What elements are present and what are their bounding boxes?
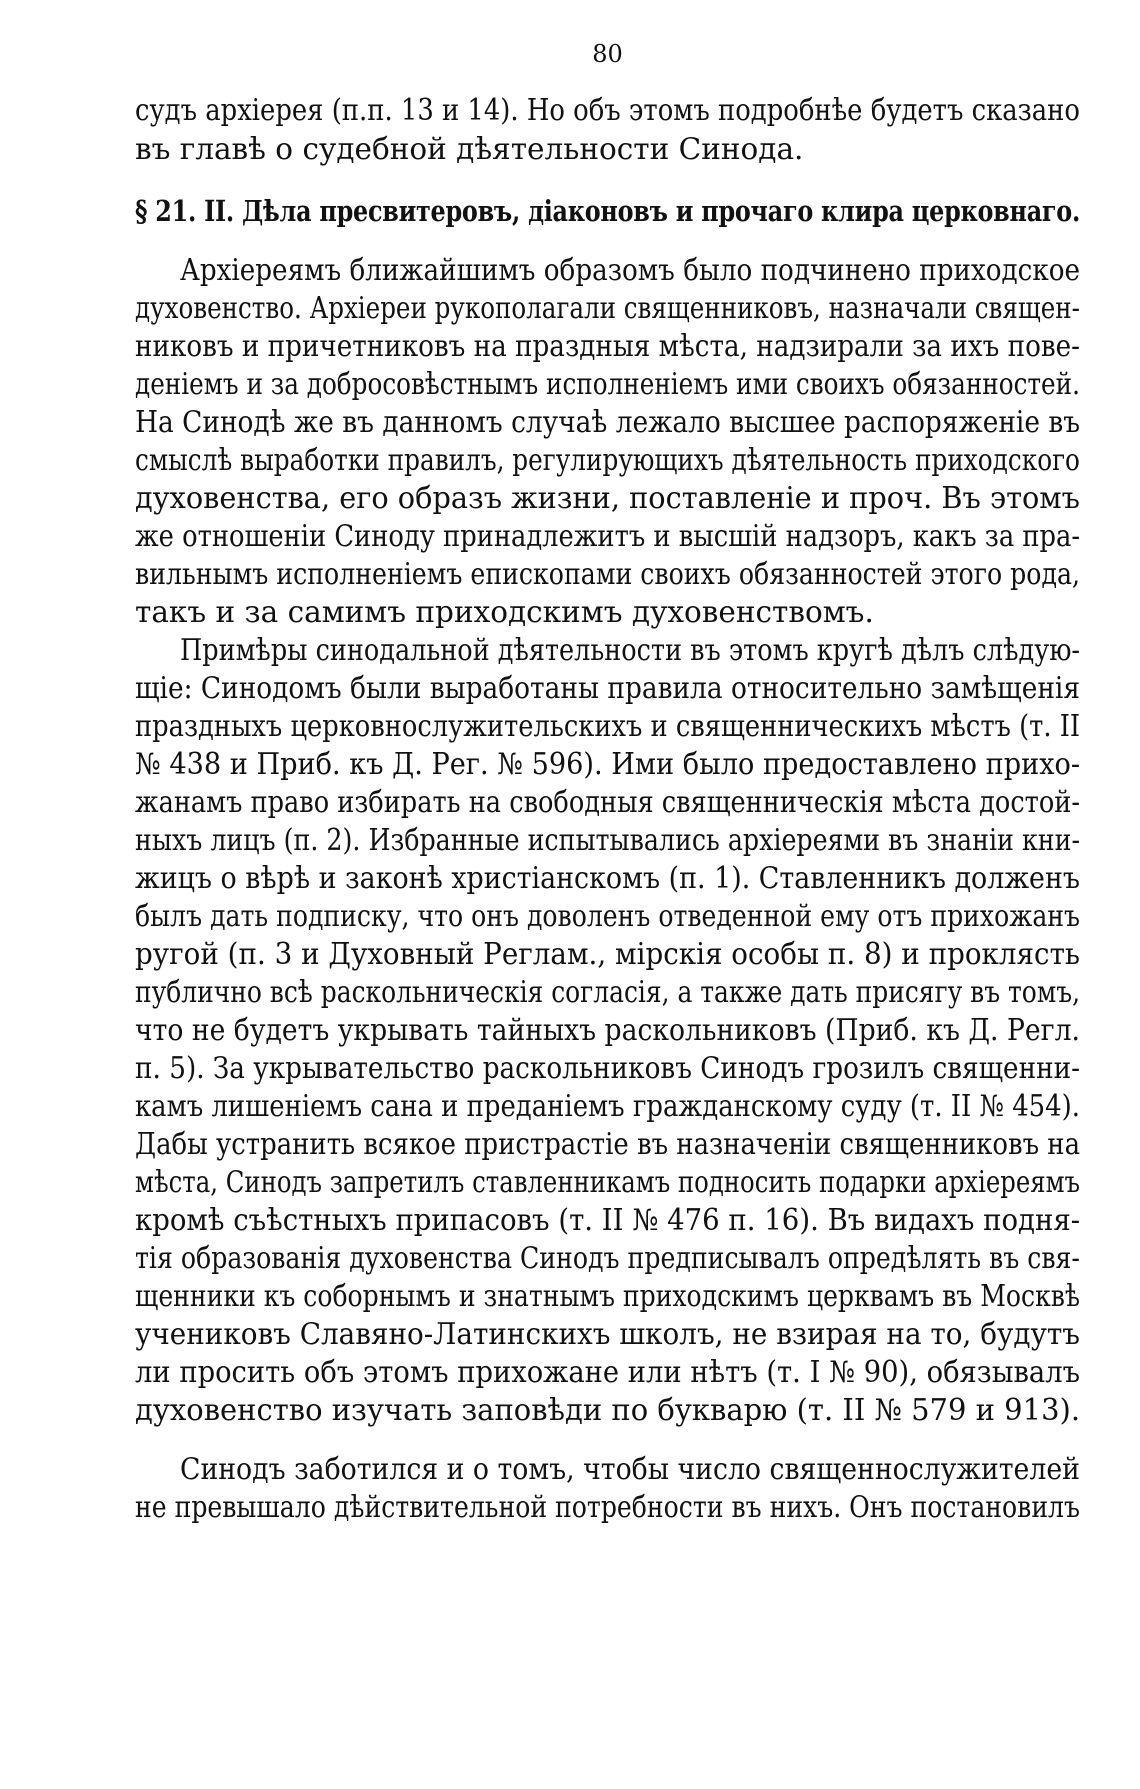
text-line: камъ лишеніемъ сана и преданіемъ гражданскому суду (т. II № 454).: [135, 1089, 1080, 1123]
page-number: 80: [592, 40, 623, 68]
text-line: никовъ и причетниковъ на праздныя мѣста, надзирали за ихъ пове-: [135, 329, 1080, 363]
text-line: На Синодѣ же въ данномъ случаѣ лежало высшее распоряженіе въ: [135, 405, 1080, 439]
text-line: щенники къ соборнымъ и знатнымъ приходскимъ церквамъ въ Москвѣ: [135, 1279, 1080, 1313]
text-line: духовенства, его образъ жизни, поставленіе и проч. Въ этомъ: [135, 481, 1080, 515]
text-line: что не будетъ укрывать тайныхъ раскольниковъ (Приб. къ Д. Регл.: [135, 1013, 1080, 1047]
text-line: праздныхъ церковнослужительскихъ и священническихъ мѣстъ (т. II: [135, 709, 1080, 743]
text-line: ругой (п. 3 и Духовный Реглам., мірскія особы п. 8) и проклясть: [135, 937, 1080, 971]
text-line: духовенство изучать заповѣди по букварю (т. II № 579 и 913).: [135, 1393, 1080, 1427]
text-line: не превышало дѣйствительной потребности въ нихъ. Онъ постановилъ: [135, 1490, 1080, 1524]
text-line: п. 5). За укрывательство раскольниковъ Синодъ грозилъ священни-: [135, 1051, 1080, 1085]
text-line: № 438 и Приб. къ Д. Рег. № 596). Ими было предоставлено прихо-: [135, 747, 1080, 781]
text-line: Архіереямъ ближайшимъ образомъ было подчинено приходское: [180, 253, 1080, 287]
text-line: Синодъ заботился и о томъ, чтобы число священнослужителей: [180, 1452, 1080, 1486]
text-line: кромѣ съѣстныхъ припасовъ (т. II № 476 п. 16). Въ видахъ подня-: [135, 1203, 1080, 1237]
text-line: былъ дать подписку, что онъ доволенъ отведенной ему отъ прихожанъ: [135, 899, 1080, 933]
text-line: въ главѣ о судебной дѣятельности Синода.: [135, 132, 804, 166]
text-line: смыслѣ выработки правилъ, регулирующихъ дѣятельность приходского: [135, 443, 1080, 477]
section-heading: § 21. II. Дѣла пресвитеровъ, діаконовъ и прочаго клира церковнаго.: [135, 194, 1080, 228]
text-line: Дабы устранить всякое пристрастіе въ назначеніи священниковъ на: [135, 1127, 1080, 1161]
text-line: Примѣры синодальной дѣятельности въ этомъ кругѣ дѣлъ слѣдую-: [180, 633, 1080, 667]
text-line: учениковъ Славяно-Латинскихъ школъ, не взирая на то, будутъ: [135, 1317, 1080, 1351]
text-line: такъ и за самимъ приходскимъ духовенствомъ.: [135, 595, 874, 629]
text-line: ныхъ лицъ (п. 2). Избранные испытывались архіереями въ знаніи кни-: [135, 823, 1080, 857]
text-line: публично всѣ раскольническія согласія, а также дать присягу въ томъ,: [135, 975, 1080, 1009]
text-line: жицъ о вѣрѣ и законѣ христіанскомъ (п. 1). Ставленникъ долженъ: [135, 861, 1080, 895]
text-line: деніемъ и за добросовѣстнымъ исполненіемъ ими своихъ обязанностей.: [135, 367, 1080, 401]
text-line: духовенство. Архіереи рукополагали священниковъ, назначали священ-: [135, 291, 1080, 325]
text-line: вильнымъ исполненіемъ епископами своихъ обязанностей этого рода,: [135, 557, 1080, 591]
text-line: судъ архіерея (п.п. 13 и 14). Но объ этомъ подробнѣе будетъ сказано: [135, 93, 1080, 127]
text-line: жанамъ право избирать на свободныя священническія мѣста достой-: [135, 785, 1080, 819]
text-line: щіе: Синодомъ были выработаны правила относительно замѣщенія: [135, 671, 1080, 705]
text-line: тія образованія духовенства Синодъ предписывалъ опредѣлять въ свя-: [135, 1241, 1080, 1275]
text-line: же отношеніи Синоду принадлежитъ и высшій надзоръ, какъ за пра-: [135, 519, 1080, 553]
text-line: ли просить объ этомъ прихожане или нѣтъ (т. I № 90), обязывалъ: [135, 1355, 1080, 1389]
text-line: мѣста, Синодъ запретилъ ставленникамъ подносить подарки архіереямъ: [135, 1165, 1080, 1199]
